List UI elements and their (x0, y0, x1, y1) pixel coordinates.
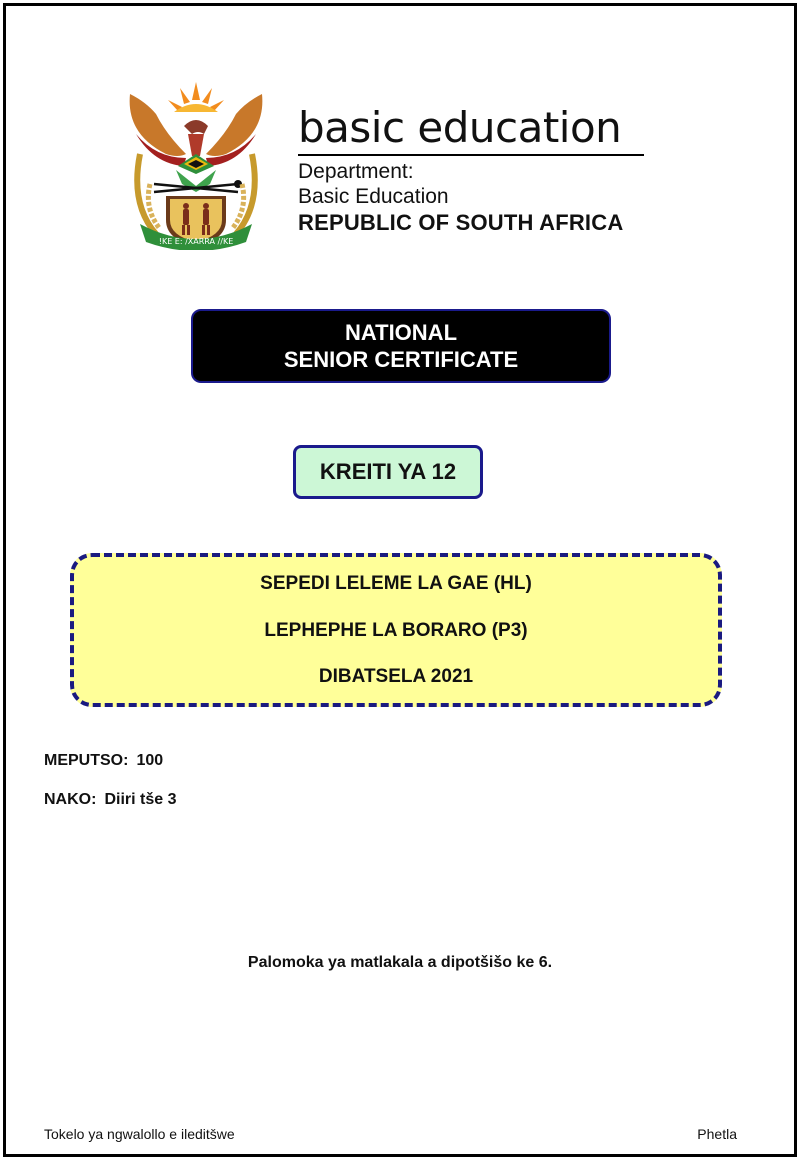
crest-motto: !KE E: /XARRA //KE (158, 237, 234, 246)
certificate-line-1: NATIONAL (344, 320, 458, 345)
footer-copyright: Tokelo ya ngwalollo e ileditšwe (44, 1126, 235, 1142)
department-label: Department: (298, 160, 414, 183)
coat-of-arms-icon (126, 74, 266, 250)
time-label: NAKO: (44, 791, 97, 808)
department-block (298, 159, 449, 209)
brand-title: basic education (298, 103, 622, 152)
grade-badge: KREITI YA 12 (293, 445, 483, 499)
subject-paper: LEPHEPHE LA BORARO (P3) (264, 620, 528, 641)
marks-value: 100 (136, 752, 164, 769)
footer-turn-over: Phetla (697, 1126, 737, 1142)
brand-divider (298, 154, 644, 156)
country-name: REPUBLIC OF SOUTH AFRICA (298, 210, 624, 235)
department-name: Basic Education (298, 185, 449, 208)
time-value: Diiri tše 3 (104, 791, 177, 808)
marks-label: MEPUTSO: (44, 752, 129, 769)
subject-language: SEPEDI LELEME LA GAE (HL) (260, 573, 532, 594)
brand-block (298, 104, 621, 152)
certificate-banner (191, 309, 611, 383)
subject-panel (70, 553, 722, 707)
marks-line (44, 752, 163, 770)
time-line (44, 791, 176, 809)
subject-session: DIBATSELA 2021 (318, 666, 474, 687)
page-count-note: Palomoka ya matlakala a dipotšišo ke 6. (247, 954, 553, 971)
certificate-line-2: SENIOR CERTIFICATE (283, 347, 519, 372)
